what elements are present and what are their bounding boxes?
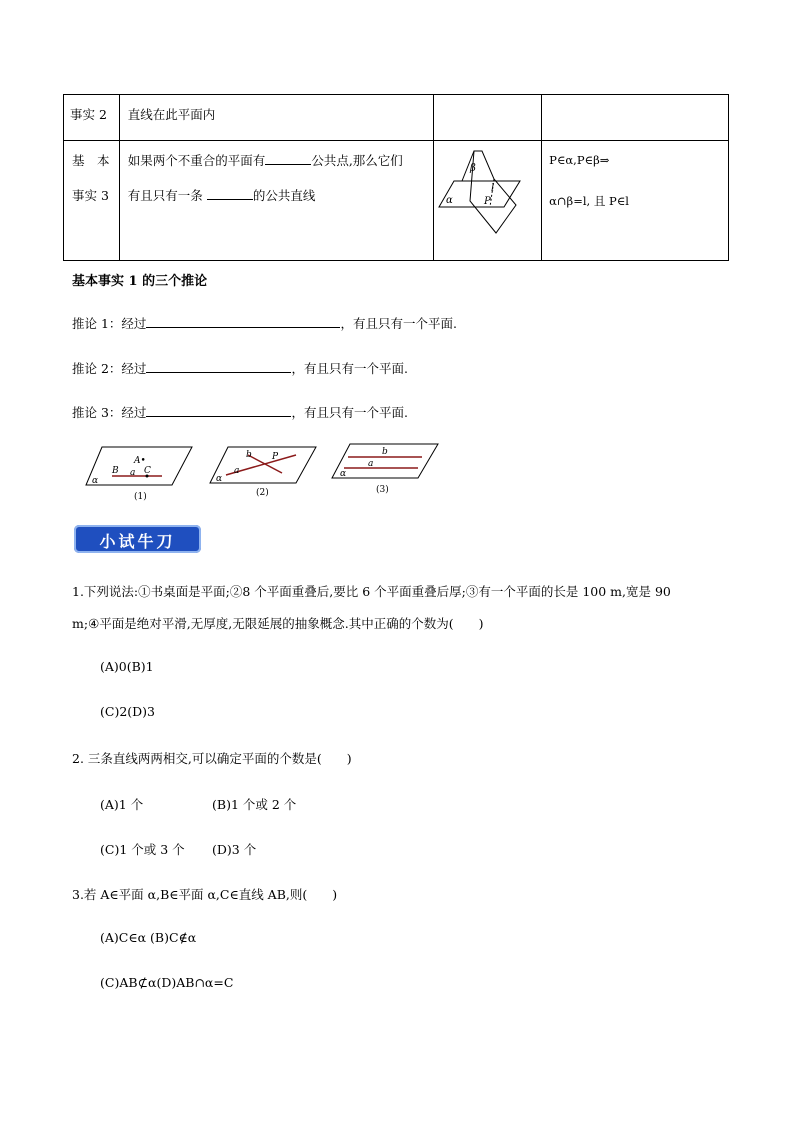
fill-blank	[146, 404, 291, 417]
table-cell	[119, 95, 433, 141]
symbol-line-1: P∈α,P∈β⇒	[549, 153, 610, 167]
row-text: 直线在此平面内	[127, 107, 216, 122]
table-cell	[434, 95, 542, 141]
statement-line-2	[120, 169, 433, 204]
text: 有且只有一条	[127, 188, 203, 203]
table-cell	[434, 141, 542, 261]
fill-blank	[146, 315, 340, 328]
question-3-stem: 3.若 A∈平面 α,B∈平面 α,C∈直线 AB,则( )	[72, 887, 338, 902]
text: 推论 1：经过	[72, 316, 147, 331]
question-2-option-b: (B)1 个或 2 个	[212, 797, 297, 812]
question-2-option-c: (C)1 个或 3 个	[100, 842, 185, 857]
question-2-option-a: (A)1 个	[100, 797, 144, 812]
row-label-top: 基 本	[72, 153, 110, 168]
beta-label: β	[470, 163, 476, 174]
plane-alpha-label: α	[92, 476, 99, 486]
text: ，有且只有一个平面.	[291, 361, 408, 376]
question-2-option-d: (D)3 个	[212, 842, 257, 857]
question-1-line-2: m;④平面是绝对平滑,无厚度,无限延展的抽象概念.其中正确的个数为( )	[72, 616, 484, 631]
badge-label: 小试牛刀	[99, 532, 176, 551]
table-cell	[542, 141, 729, 261]
table-cell	[64, 95, 120, 141]
line-b-label: b	[246, 450, 252, 460]
text: 公共点,那么它们	[311, 153, 403, 168]
fill-blank	[146, 360, 291, 373]
table-cell	[119, 141, 433, 261]
corollary-2	[72, 359, 408, 377]
row-label: 事实 2	[70, 107, 107, 122]
question-3-options-ab: (A)C∈α (B)C∉α	[100, 930, 197, 945]
plane-figure-1	[84, 443, 196, 505]
line-a-label: a	[130, 468, 136, 478]
point-b-label: B	[112, 466, 119, 476]
point-p-label: P	[484, 196, 491, 207]
point-a-label: A•	[134, 456, 146, 466]
question-1-line-1: 1.下列说法:①书桌面是平面;②8 个平面重叠后,要比 6 个平面重叠后厚;③有一个平面的长是 100 m,宽是 90	[72, 584, 671, 599]
symbol-line-2: α∩β=l, 且 P∈l	[549, 194, 629, 208]
point-c-label: C	[144, 466, 151, 476]
line-a-label: a	[368, 459, 374, 469]
plane-alpha-label: α	[340, 469, 347, 479]
corollary-3	[72, 403, 408, 421]
practice-badge	[74, 525, 201, 553]
plane-figure-2	[208, 443, 320, 499]
line-b-label: b	[382, 447, 388, 457]
statement-line-1	[120, 141, 433, 169]
plane-figure-3	[330, 440, 442, 496]
line-l-label: l	[491, 183, 495, 194]
section-title: 基本事实 1 的三个推论	[72, 274, 208, 289]
table-cell	[64, 141, 120, 261]
line-a-label: a	[234, 466, 240, 476]
question-1-options-ab: (A)0(B)1	[100, 659, 154, 674]
text: 推论 3：经过	[72, 405, 147, 420]
point-p-label: P	[272, 452, 279, 462]
figure-caption: (3)	[376, 485, 389, 495]
question-3-options-cd: (C)AB⊄α(D)AB∩α=C	[100, 975, 234, 990]
table-row	[64, 141, 729, 261]
table-row	[64, 95, 729, 141]
table-cell	[542, 95, 729, 141]
question-2-stem: 2. 三条直线两两相交,可以确定平面的个数是( )	[72, 751, 352, 766]
text: 的公共直线	[252, 188, 316, 203]
text: ，有且只有一个平面.	[291, 405, 408, 420]
text: 推论 2：经过	[72, 361, 147, 376]
corollary-1	[72, 314, 457, 332]
question-1-options-cd: (C)2(D)3	[100, 704, 155, 719]
figure-caption: (1)	[134, 492, 147, 502]
facts-table	[63, 94, 729, 261]
row-label-bottom: 事实 3	[72, 188, 109, 203]
alpha-label: α	[446, 195, 453, 206]
fill-blank	[207, 187, 253, 200]
plane-alpha-label: α	[216, 474, 223, 484]
figure-caption: (2)	[256, 488, 269, 498]
intersecting-planes-figure	[434, 141, 541, 260]
text: 如果两个不重合的平面有	[127, 153, 266, 168]
text: ，有且只有一个平面.	[340, 316, 457, 331]
fill-blank	[265, 152, 311, 165]
